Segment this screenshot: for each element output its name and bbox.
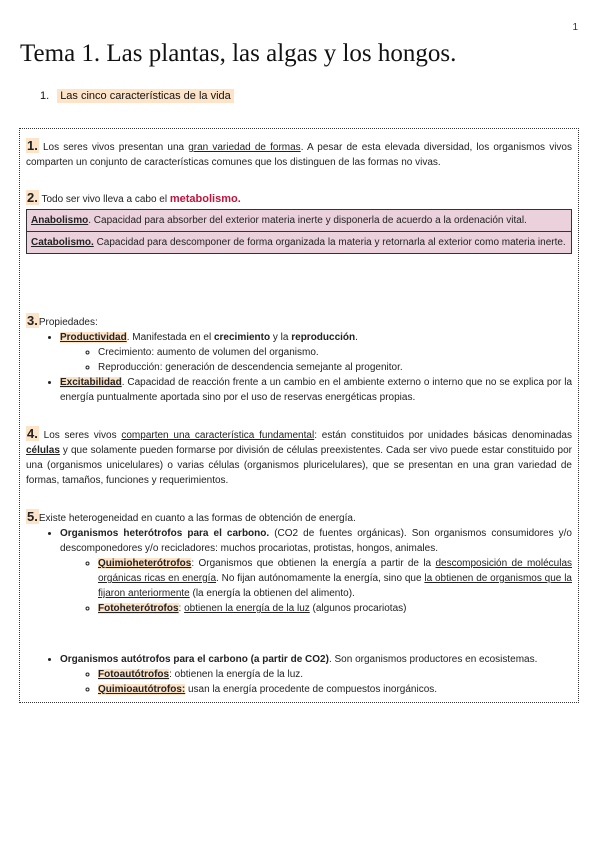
anabolism-row [27,210,571,232]
p1-text-1: . Manifestada en el [126,332,214,343]
qh-underline-2: la obtienen de organismos que la fijaron anteriormente [98,573,572,599]
section-5 [26,509,572,616]
page-title: Tema 1. Las plantas, las algas y los hongos. [20,40,457,67]
list-item [98,601,572,616]
list-item [60,330,572,375]
list-item [60,652,572,697]
list-item [98,667,572,682]
subtitle-number: 1. [40,90,50,102]
content-box [19,128,579,703]
excitabilidad-term: Excitabilidad [60,377,122,388]
subtitle-text: Las cinco características de la vida [57,89,234,103]
list-item: ◦ Reproducción: generación de descendencia semejante al progenitor. [98,360,572,375]
metabolism-definitions-table [26,209,572,254]
s5-intro: Existe heterogeneidad en cuanto a las formas de obtención de energía. [38,513,356,524]
p2-text: . Capacidad de reacción frente a un cambio en el ambiente externo o interno que no se explica por la energía puntualmente aportada sino por el uso de reservas energéticas propias. [60,377,572,403]
het-bold: Organismos heterótrofos para el carbono. [60,528,270,539]
p1-text-3: . [355,332,358,343]
section-subtitle [40,90,234,102]
fa-text: : obtienen la energía de la luz. [169,669,304,680]
section-3-number: 3. [27,313,38,328]
section-3 [26,313,572,405]
s1-text-2: . A pesar de esta elevada diversidad, los organismos vivos comparten un conjunto de características comunes que los distinguen de las formas no vivas. [26,142,572,168]
s5-intro-line [26,509,572,526]
list-item: ◦ Crecimiento: aumento de volumen del organismo. [98,345,572,360]
s4-text-3: y que solamente pueden formarse por división de células preexistentes. Cada ser vivo puede estar constituido por una (organismos unicelulares) o varias células (organismos pluricelulares), que se presentan en una gran variedad de formas, tamaños, funciones y requerimientos. [26,445,572,486]
section-4-number: 4. [27,426,38,441]
anabolism-text: . Capacidad para absorber del exterior materia inerte y disponerla de acuerdo a la ordenación vital. [88,215,527,226]
productividad-term: Productividad [60,332,127,343]
quimioautotrofos-term: Quimioautótrofos: [98,684,186,695]
p1-bold-1: crecimiento [213,332,271,343]
anabolism-term: Anabolismo [31,215,89,226]
autotrophs-list [26,652,572,697]
list-item [98,556,572,601]
fh-text-2: (algunos procariotas) [309,603,407,614]
het-text: (CO2 de fuentes orgánicas). Son organismos consumidores y/o descomponedores y/o recicladores: muchos procariotas, protistas, hongos, animales. [60,528,572,554]
heterotrophs-sublist [60,556,572,616]
s2-text-1: Todo ser vivo lleva a cabo el [41,194,170,205]
productividad-sublist [60,345,572,375]
list-item [60,375,572,405]
catabolism-text: Capacidad para descomponer de forma organizada la materia y retornarla al exterior como materia inerte. [93,237,566,248]
s4-text-2: : están constituidos por unidades básicas denominadas [314,430,572,441]
s4-underline-1: comparten una característica fundamental [121,430,315,441]
s4-underline-2: células [26,445,60,456]
s1-text-1: Los seres vivos presentan una [42,142,189,153]
catabolism-row [27,232,571,253]
fh-text-1: : [178,603,185,614]
qa-text: usan la energía procedente de compuestos inorgánicos. [185,684,438,695]
catabolism-term: Catabolismo. [31,237,94,248]
list-item [60,526,572,616]
list-item [98,682,572,697]
section-5-number: 5. [27,509,38,524]
qh-underline-1: descomposición de moléculas orgánicas ricas en energía [98,558,572,584]
quimioheterotrofos-term: Quimioheterótrofos [98,558,192,569]
fh-underline-1: obtienen la energía de la luz [184,603,310,614]
qh-text-1: : Organismos que obtienen la energía a partir de la [191,558,436,569]
aut-bold: Organismos autótrofos para el carbono (a partir de CO2) [60,654,329,665]
s2-text-2: . [237,193,241,205]
section-5-autotrophs [26,652,572,697]
fotoautotrofos-term: Fotoautótrofos [98,669,170,680]
aut-text: . Son organismos productores en ecosistemas. [328,654,538,665]
fotoheterotrofos-term: Fotoheterótrofos [98,603,179,614]
section-2-number: 2. [27,190,38,205]
heterotrophs-list [26,526,572,616]
qh-text-3: (la energía la obtienen del alimento). [189,588,355,599]
p1-text-2: y la [270,332,292,343]
qh-text-2: . No fijan autónomamente la energía, sino que [216,573,425,584]
section-4 [26,426,572,488]
s4-text-1: Los seres vivos [38,430,122,441]
section-2 [26,190,572,207]
page-number: 1 [572,22,578,33]
s3-intro: Propiedades: [38,317,98,328]
p1-bold-2: reproducción [291,332,356,343]
properties-list [26,330,572,405]
section-1 [26,138,572,170]
s3-intro-line [26,313,572,330]
s2-metabolismo: metabolismo [169,193,238,205]
s1-underline-1: gran variedad de formas [188,142,301,153]
autotrophs-sublist [60,667,572,697]
section-1-number: 1. [27,138,38,153]
